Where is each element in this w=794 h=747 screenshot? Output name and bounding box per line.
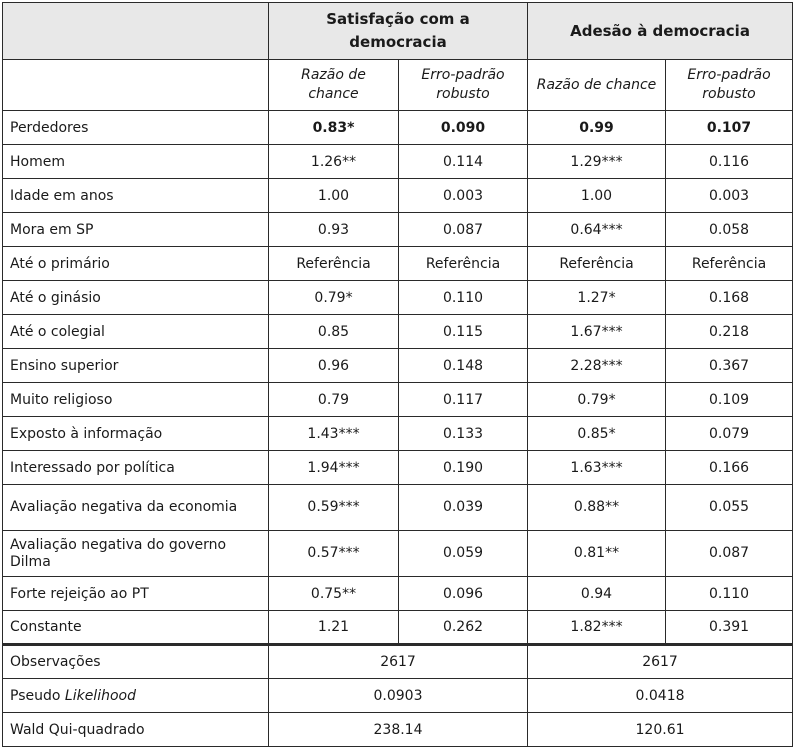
footer-wald-row: [3, 713, 793, 747]
row-label: Exposto à informação: [3, 417, 269, 451]
ade-std-error: Referência: [666, 247, 793, 281]
ade-std-error: 0.079: [666, 417, 793, 451]
footer-sat-value: 0.0903: [269, 679, 528, 713]
header-satisfacao: Satisfação com a democracia: [269, 3, 528, 60]
ade-std-error: 0.110: [666, 577, 793, 611]
table-row: [3, 111, 793, 145]
footer-ade-value: 120.61: [528, 713, 793, 747]
sat-std-error: 0.087: [399, 213, 528, 247]
subheader-sat-se: Erro-padrão robusto: [399, 60, 528, 111]
table-row: [3, 349, 793, 383]
sat-odds-ratio: 0.83*: [269, 111, 399, 145]
sat-std-error: 0.003: [399, 179, 528, 213]
ade-std-error: 0.367: [666, 349, 793, 383]
footer-pseudo-row: [3, 679, 793, 713]
table-row: [3, 531, 793, 577]
table-row: [3, 145, 793, 179]
sat-std-error: 0.059: [399, 531, 528, 577]
table-row: [3, 213, 793, 247]
sat-odds-ratio: 1.94***: [269, 451, 399, 485]
row-label: Avaliação negativa do governo Dilma: [3, 531, 269, 577]
ade-odds-ratio: Referência: [528, 247, 666, 281]
table-row: [3, 315, 793, 349]
ade-std-error: 0.087: [666, 531, 793, 577]
footer-ade-value: 0.0418: [528, 679, 793, 713]
sat-odds-ratio: 0.79*: [269, 281, 399, 315]
row-label: Idade em anos: [3, 179, 269, 213]
sat-std-error: 0.096: [399, 577, 528, 611]
ade-odds-ratio: 0.85*: [528, 417, 666, 451]
table-row: [3, 247, 793, 281]
ade-std-error: 0.218: [666, 315, 793, 349]
ade-odds-ratio: 1.29***: [528, 145, 666, 179]
sat-odds-ratio: 1.00: [269, 179, 399, 213]
sat-std-error: 0.190: [399, 451, 528, 485]
footer-ade-value: 2617: [528, 645, 793, 679]
subheader-empty-cell: [3, 60, 269, 111]
table-row: [3, 485, 793, 531]
ade-std-error: 0.391: [666, 611, 793, 645]
footer-observacoes-row: [3, 645, 793, 679]
subheader-sat-or: Razão de chance: [269, 60, 399, 111]
subheader-row: [3, 60, 793, 111]
row-label: Ensino superior: [3, 349, 269, 383]
table-row: [3, 281, 793, 315]
row-label: Forte rejeição ao PT: [3, 577, 269, 611]
sat-std-error: 0.110: [399, 281, 528, 315]
ade-std-error: 0.168: [666, 281, 793, 315]
ade-odds-ratio: 0.81**: [528, 531, 666, 577]
ade-std-error: 0.166: [666, 451, 793, 485]
footer-sat-value: 2617: [269, 645, 528, 679]
footer-label: Wald Qui-quadrado: [3, 713, 269, 747]
row-label: Até o primário: [3, 247, 269, 281]
sat-odds-ratio: Referência: [269, 247, 399, 281]
pseudo-prefix: Pseudo: [10, 687, 61, 704]
table-row: [3, 179, 793, 213]
table-row: [3, 417, 793, 451]
row-label: Avaliação negativa da economia: [3, 485, 269, 531]
table-row: [3, 451, 793, 485]
sat-std-error: 0.115: [399, 315, 528, 349]
sat-std-error: 0.117: [399, 383, 528, 417]
ade-std-error: 0.058: [666, 213, 793, 247]
ade-std-error: 0.003: [666, 179, 793, 213]
group-header-row: [3, 3, 793, 60]
sat-std-error: 0.090: [399, 111, 528, 145]
ade-odds-ratio: 0.79*: [528, 383, 666, 417]
pseudo-italic: Likelihood: [64, 687, 136, 704]
sat-odds-ratio: 0.85: [269, 315, 399, 349]
sat-odds-ratio: 0.79: [269, 383, 399, 417]
row-label: Muito religioso: [3, 383, 269, 417]
row-label: Até o colegial: [3, 315, 269, 349]
row-label: Mora em SP: [3, 213, 269, 247]
sat-odds-ratio: 1.43***: [269, 417, 399, 451]
footer-sat-value: 238.14: [269, 713, 528, 747]
row-label: Perdedores: [3, 111, 269, 145]
table-row: [3, 577, 793, 611]
sat-std-error: 0.039: [399, 485, 528, 531]
sat-odds-ratio: 0.59***: [269, 485, 399, 531]
ade-odds-ratio: 1.00: [528, 179, 666, 213]
ade-std-error: 0.055: [666, 485, 793, 531]
sat-odds-ratio: 0.93: [269, 213, 399, 247]
ade-odds-ratio: 0.64***: [528, 213, 666, 247]
ade-odds-ratio: 1.82***: [528, 611, 666, 645]
sat-std-error: 0.148: [399, 349, 528, 383]
ade-odds-ratio: 0.99: [528, 111, 666, 145]
header-adesao: Adesão à democracia: [528, 3, 793, 60]
ade-odds-ratio: 0.94: [528, 577, 666, 611]
ade-odds-ratio: 2.28***: [528, 349, 666, 383]
sat-std-error: Referência: [399, 247, 528, 281]
sat-odds-ratio: 1.26**: [269, 145, 399, 179]
row-label: Até o ginásio: [3, 281, 269, 315]
table-row: [3, 383, 793, 417]
sat-odds-ratio: 1.21: [269, 611, 399, 645]
header-empty-cell: [3, 3, 269, 60]
sat-odds-ratio: 0.57***: [269, 531, 399, 577]
row-label: Constante: [3, 611, 269, 645]
subheader-ade-or: Razão de chance: [528, 60, 666, 111]
ade-std-error: 0.107: [666, 111, 793, 145]
sat-odds-ratio: 0.96: [269, 349, 399, 383]
sat-odds-ratio: 0.75**: [269, 577, 399, 611]
row-label: Homem: [3, 145, 269, 179]
table-row: [3, 611, 793, 645]
regression-table: [2, 2, 793, 747]
sat-std-error: 0.114: [399, 145, 528, 179]
ade-odds-ratio: 0.88**: [528, 485, 666, 531]
ade-std-error: 0.116: [666, 145, 793, 179]
ade-odds-ratio: 1.67***: [528, 315, 666, 349]
footer-label: Observações: [3, 645, 269, 679]
ade-odds-ratio: 1.63***: [528, 451, 666, 485]
row-label: Interessado por política: [3, 451, 269, 485]
sat-std-error: 0.262: [399, 611, 528, 645]
sat-std-error: 0.133: [399, 417, 528, 451]
ade-odds-ratio: 1.27*: [528, 281, 666, 315]
ade-std-error: 0.109: [666, 383, 793, 417]
footer-label: [3, 679, 269, 713]
subheader-ade-se: Erro-padrão robusto: [666, 60, 793, 111]
